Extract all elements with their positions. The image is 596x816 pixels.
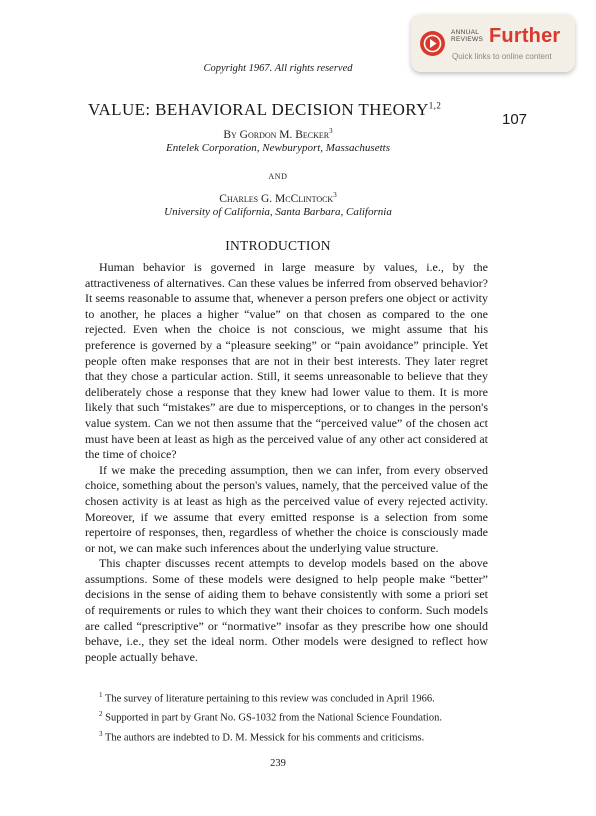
annual-reviews-logo: ANNUAL REVIEWS — [451, 29, 484, 43]
paragraph-3: This chapter discusses recent attempts to develop models based on the above assumptions. Some of these models were designed to help people make “better” decisions in the sense of aiding them to behave consistently with some a priori set of requirements or rules to which they want their choices to conform. Such models are called “prescriptive” or “normative” insofar as they prescribe how one should behave, i.e., they set the ideal norm. Other models were designed to reflect how people actually behave. — [85, 556, 488, 664]
footnote-2: $^2$ Supported in part by Grant No. GS-1032 from the National Science Foundation. — [99, 710, 442, 724]
author-1: By Gordon M. Becker$^3$ — [223, 127, 333, 141]
section-heading: INTRODUCTION — [225, 238, 331, 253]
further-label: Further — [489, 25, 561, 47]
further-subtitle: Quick links to online content — [452, 52, 552, 61]
page-number-top: 107 — [502, 111, 528, 128]
paragraph-1: Human behavior is governed in large measure by values, i.e., by the attractiveness of alternatives. Can these values be inferred from observed behavior? It seems reasonable to assume that, whenever a person prefers one object or activity to another, he places a higher “value” on that chosen as compared to the one rejected. Even when the choice is not conscious, we might assume that his preference is governed by a “pleasure seeking” or “pain avoidance” principle. Yet people often make responses that are not in their best interests. They later regret that they chose a particular action. Still, it seems unreasonable to believe that they deliberately chose a response that they knew had lower value to them. It is more likely that such “mistakes” are due to misperceptions, or to changes in the person's value system. Can we not then assume that the “perceived value” of the chosen act must have been at least as high as the perceived value of any other act considered at the time of choice? — [85, 260, 488, 462]
paragraph-2: If we make the preceding assumption, then we can infer, from every observed choice, something about the person's values, namely, that the perceived value of the chosen activity is at least as high as the perceived value of every rejected activity. Moreover, if we assume that every emitted response is a selection from some repertoire of responses, then, regardless of whether the choice is consciously made or not, we can make such inferences about the underlying value structure. — [85, 462, 488, 555]
author-2: Charles G. McClintock$^3$ — [219, 191, 337, 205]
footnotes — [85, 689, 488, 747]
footnote-1: $^1$ The survey of literature pertaining to this review was concluded in April 1966. — [99, 691, 435, 705]
author-1-affiliation: Entelek Corporation, Newburyport, Massachusetts — [166, 142, 390, 154]
footnote-3: $^3$ The authors are indebted to D. M. Messick for his comments and criticisms. — [99, 729, 425, 744]
title-footnote-marks: 1,2 — [428, 100, 442, 111]
body-text — [85, 260, 488, 665]
page-number-bottom: 239 — [270, 758, 286, 769]
and-separator: AND — [268, 172, 288, 181]
copyright-notice: Copyright 1967. All rights reserved — [203, 63, 353, 74]
author-2-affiliation: University of California, Santa Barbara, California — [164, 206, 392, 218]
article-title: VALUE: BEHAVIORAL DECISION THEORY$^{1,2}$ — [88, 100, 442, 119]
play-icon — [420, 31, 445, 56]
